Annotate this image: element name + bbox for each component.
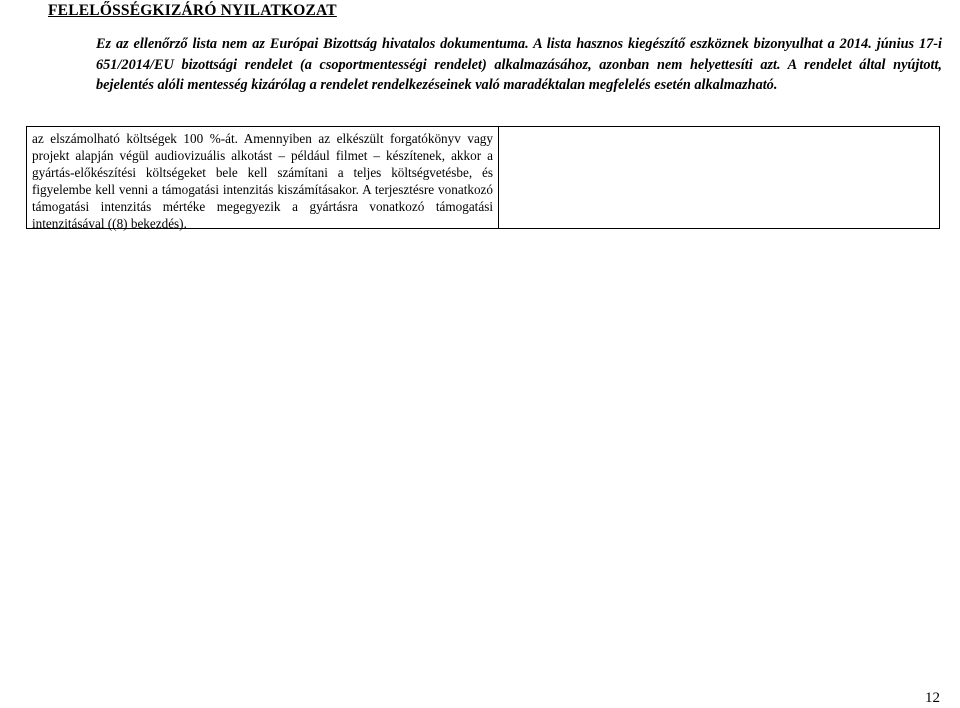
- disclaimer-heading: FELELŐSSÉGKIZÁRÓ NYILATKOZAT: [48, 2, 337, 19]
- table-cell-left: [27, 127, 499, 231]
- disclaimer-block: [96, 34, 942, 96]
- page-number: 12: [925, 690, 940, 706]
- table-cell-right: [499, 127, 939, 228]
- table-cell-left-text: az elszámolható költségek 100 %-át. Amennyiben az elkészült forgatókönyv vagy projekt alapján végül audiovizuális alkotást – például filmet – készítenek, akkor a gyártás-előkészítési költségeket bele kell számítani a teljes költségvetésbe, és figyelembe kell venni a támogatási intenzitás kiszámításakor. A terjesztésre vonatkozó támogatási intenzitás mértéke megegyezik a gyártásra vonatkozó támogatási intenzitásával ((8) bekezdés).: [32, 131, 493, 231]
- disclaimer-text: Ez az ellenőrző lista nem az Európai Bizottság hivatalos dokumentuma. A lista hasznos kiegészítő eszköznek bizonyulhat a 2014. június 17-i 651/2014/EU bizottsági rendelet (a csoportmentességi rendelet) alkalmazásához, azonban nem helyettesíti azt. A rendelet által nyújtott, bejelentés alóli mentesség kizárólag a rendelet rendelkezéseinek való maradéktalan megfelelés esetén alkalmazható.: [96, 36, 942, 93]
- content-table: [26, 126, 940, 229]
